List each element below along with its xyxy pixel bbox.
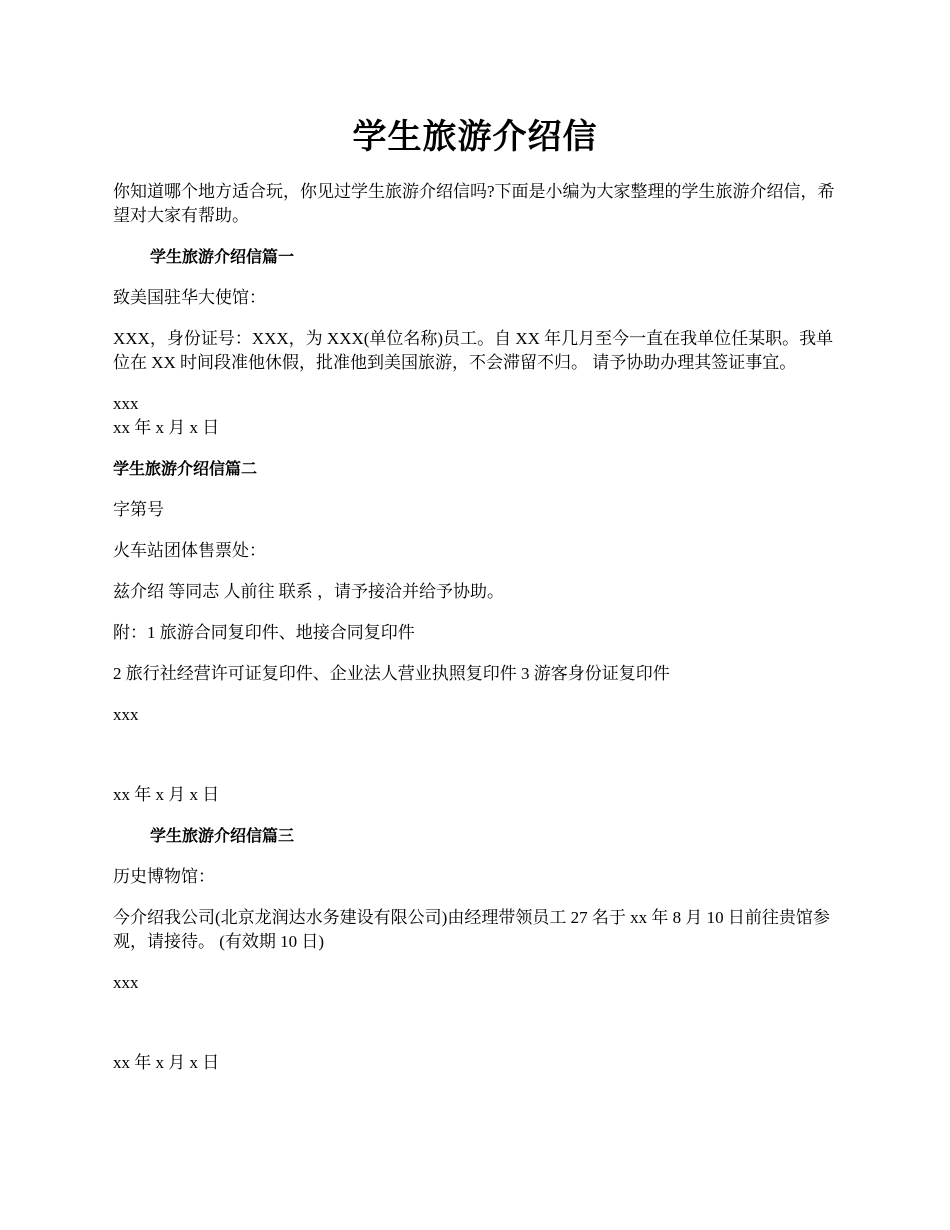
section2-attachment-1: 附：1 旅游合同复印件、地接合同复印件 xyxy=(113,623,415,642)
section1-body: XXX，身份证号：XXX，为 XXX(单位名称)员工。自 XX 年几月至今一直在我单位任某职。我单位在 XX 时间段准他休假，批准他到美国旅游，不会滞留不归。 请予协助办理其签证事宜。 xyxy=(113,329,834,372)
section2-number: 字第号 xyxy=(113,500,164,519)
document-title: 学生旅游介绍信 xyxy=(352,117,598,157)
section2-recipient: 火车站团体售票处： xyxy=(113,541,266,560)
section2-signature: xxx xyxy=(113,705,139,724)
section1-date: xx 年 x 月 x 日 xyxy=(113,418,220,437)
section2-heading: 学生旅游介绍信篇二 xyxy=(113,459,258,478)
document-page xyxy=(113,0,837,1230)
intro-paragraph: 你知道哪个地方适合玩，你见过学生旅游介绍信吗?下面是小编为大家整理的学生旅游介绍信，希望对大家有帮助。 xyxy=(113,182,835,225)
section1-heading: 学生旅游介绍信篇一 xyxy=(150,247,295,266)
section3-date: xx 年 x 月 x 日 xyxy=(113,1053,220,1072)
section2-attachment-2: 2 旅行社经营许可证复印件、企业法人营业执照复印件 3 游客身份证复印件 xyxy=(113,664,670,683)
section3-recipient: 历史博物馆： xyxy=(113,867,215,886)
section3-signature: xxx xyxy=(113,973,139,992)
section1-signature: xxx xyxy=(113,394,139,413)
section3-body: 今介绍我公司(北京龙润达水务建设有限公司)由经理带领员工 27 名于 xx 年 8 月 10 日前往贵馆参观，请接待。 (有效期 10 日) xyxy=(113,908,830,951)
section1-recipient: 致美国驻华大使馆： xyxy=(113,288,266,307)
section3-heading: 学生旅游介绍信篇三 xyxy=(150,826,295,845)
section2-date: xx 年 x 月 x 日 xyxy=(113,785,220,804)
section2-body: 兹介绍 等同志 人前往 联系 ，请予接洽并给予协助。 xyxy=(113,582,504,601)
